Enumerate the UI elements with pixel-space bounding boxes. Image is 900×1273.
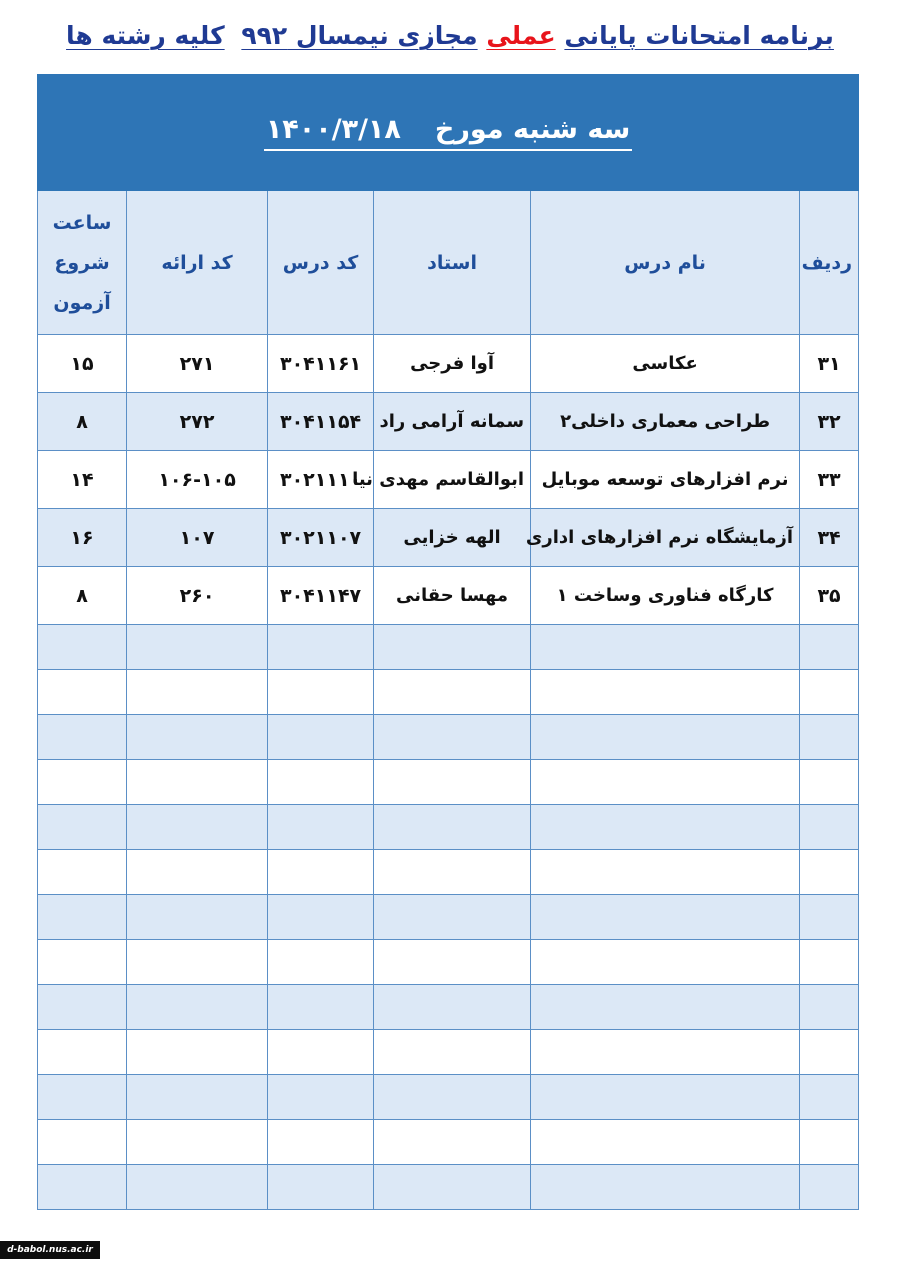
- cell-course-code: ۳۰۴۱۱۴۷: [268, 567, 374, 625]
- header-start-time: [38, 191, 127, 335]
- cell-course-code: ۳۰۲۱۱۰۷: [268, 509, 374, 567]
- date-banner-cell: [38, 75, 859, 191]
- cell-course-code: ۳۰۴۱۱۶۱: [268, 335, 374, 393]
- cell-course-name: آزمایشگاه نرم افزارهای اداری: [531, 509, 800, 567]
- cell-offer-code: ۱۰۷: [127, 509, 268, 567]
- cell-course-name: عکاسی: [531, 335, 800, 393]
- cell-course-code: ۳۰۲۱۱۱۰: [268, 451, 374, 509]
- cell-course-name: نرم افزارهای توسعه موبایل: [531, 451, 800, 509]
- cell-offer-code: ۲۷۲: [127, 393, 268, 451]
- table-row: [38, 335, 859, 393]
- exam-schedule-table: [37, 74, 859, 1210]
- table-row: [38, 509, 859, 567]
- empty-row: [38, 1165, 859, 1210]
- header-start-time-line-3: آزمون: [53, 291, 111, 314]
- header-teacher: استاد: [374, 191, 531, 335]
- banner-date: ۱۴۰۰/۳/۱۸: [265, 114, 401, 145]
- date-banner-text: [264, 114, 632, 151]
- cell-start-time: ۱۵: [38, 335, 127, 393]
- page-title: [0, 14, 900, 58]
- title-part-2: مجازی نیمسال ۹۹۲: [241, 21, 478, 50]
- title-part-3: کلیه رشته ها: [66, 21, 225, 50]
- banner-day: سه شنبه مورخ: [434, 114, 631, 145]
- title-part-1: برنامه امتحانات پایانی: [564, 21, 834, 50]
- table-row: [38, 393, 859, 451]
- header-row-number: ردیف: [800, 191, 859, 335]
- cell-row-number: ۳۳: [800, 451, 859, 509]
- title-highlight: عملی: [486, 21, 556, 50]
- cell-offer-code: ۲۷۱: [127, 335, 268, 393]
- header-course-code: کد درس: [268, 191, 374, 335]
- cell-row-number: ۳۱: [800, 335, 859, 393]
- empty-row: [38, 940, 859, 985]
- header-start-time-line-1: ساعت: [52, 211, 112, 234]
- empty-row: [38, 715, 859, 760]
- header-start-time-line-2: شروع: [54, 251, 110, 274]
- cell-teacher: آوا فرجی: [374, 335, 531, 393]
- empty-row: [38, 1030, 859, 1075]
- cell-start-time: ۸: [38, 393, 127, 451]
- cell-start-time: ۸: [38, 567, 127, 625]
- header-course-name: نام درس: [531, 191, 800, 335]
- footer-site-badge: d-babol.nus.ac.ir: [0, 1241, 100, 1259]
- empty-row: [38, 895, 859, 940]
- table-row: [38, 451, 859, 509]
- empty-row: [38, 670, 859, 715]
- cell-teacher: ابوالقاسم مهدی نیا: [374, 451, 531, 509]
- cell-course-name: طراحی معماری داخلی۲: [531, 393, 800, 451]
- header-offer-code: کد ارائه: [127, 191, 268, 335]
- date-banner: [38, 75, 859, 191]
- cell-start-time: ۱۴: [38, 451, 127, 509]
- cell-row-number: ۳۵: [800, 567, 859, 625]
- table-row: [38, 567, 859, 625]
- empty-row: [38, 625, 859, 670]
- cell-teacher: مهسا حقانی: [374, 567, 531, 625]
- header-row: [38, 191, 859, 335]
- cell-course-code: ۳۰۴۱۱۵۴: [268, 393, 374, 451]
- empty-row: [38, 850, 859, 895]
- cell-teacher: الهه خزایی: [374, 509, 531, 567]
- cell-row-number: ۳۴: [800, 509, 859, 567]
- cell-offer-code: ۲۶۰: [127, 567, 268, 625]
- empty-row: [38, 1075, 859, 1120]
- empty-row: [38, 1120, 859, 1165]
- cell-course-name: کارگاه فناوری وساخت ۱: [531, 567, 800, 625]
- cell-offer-code: ۱۰۶-۱۰۵: [127, 451, 268, 509]
- empty-row: [38, 805, 859, 850]
- cell-teacher: سمانه آرامی راد: [374, 393, 531, 451]
- cell-row-number: ۳۲: [800, 393, 859, 451]
- empty-row: [38, 760, 859, 805]
- cell-start-time: ۱۶: [38, 509, 127, 567]
- empty-row: [38, 985, 859, 1030]
